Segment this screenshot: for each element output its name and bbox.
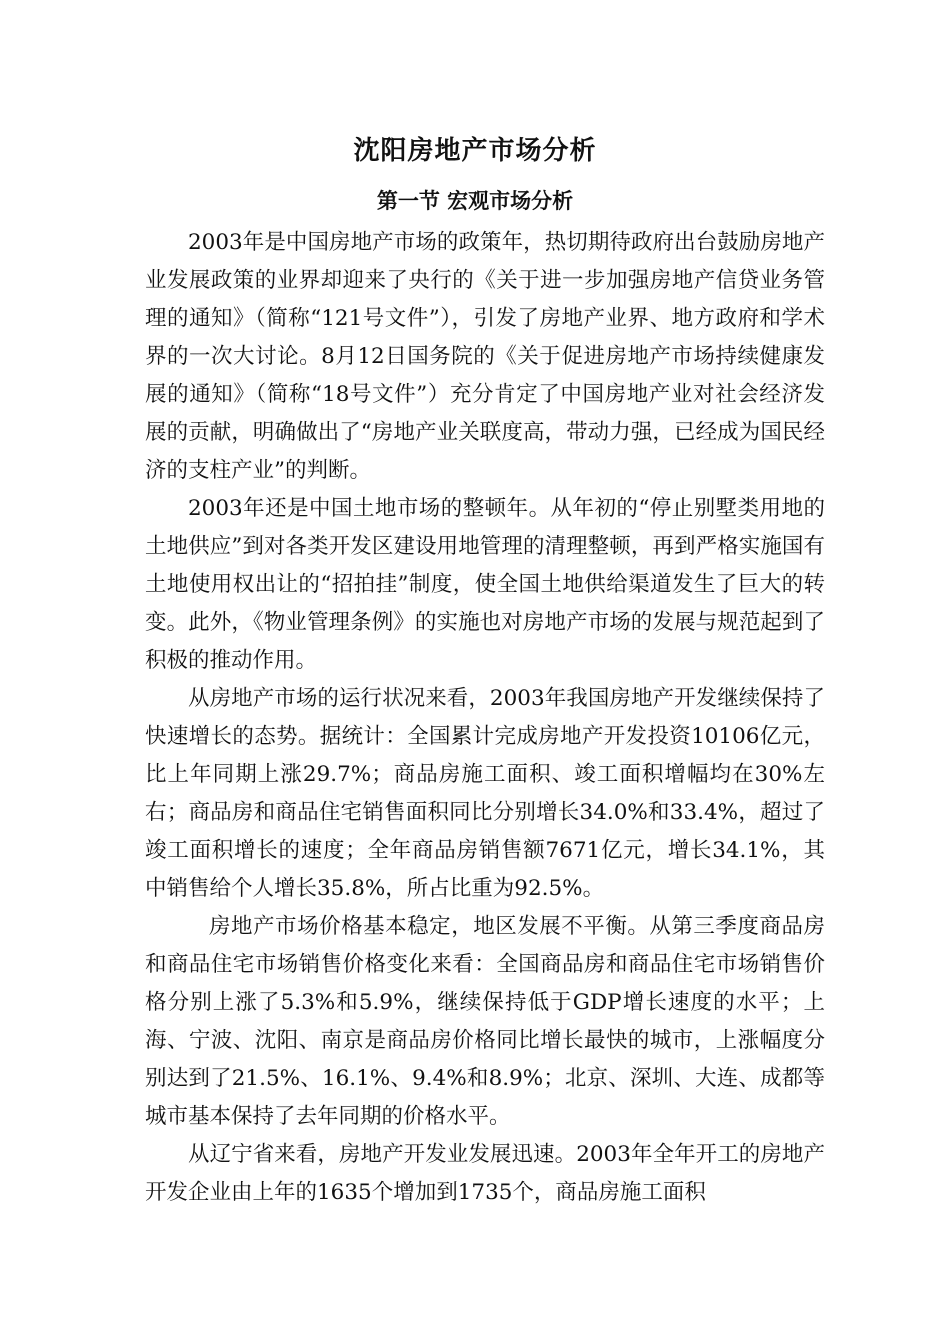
section-title: 第一节 宏观市场分析: [376, 188, 574, 213]
document-title: 沈阳房地产市场分析: [353, 136, 597, 166]
paragraph-liaoning: 从辽宁省来看，房地产开发业发展迅速。2003年全年开工的房地产开发企业由上年的1635个增加到1735个，商品房施工面积: [145, 1142, 825, 1205]
body-text: [145, 224, 825, 1212]
paragraph-policy-year: 2003年是中国房地产市场的政策年，热切期待政府出台鼓励房地产业发展政策的业界却迎来了央行的《关于进一步加强房地产信贷业务管理的通知》（简称“121号文件”），引发了房地产业界、地方政府和学术界的一次大讨论。8月12日国务院的《关于促进房地产市场持续健康发展的通知》（简称“18号文件”）充分肯定了中国房地产业对社会经济发展的贡献，明确做出了“房地产业关联度高，带动力强，已经成为国民经济的支柱产业”的判断。: [145, 230, 825, 483]
paragraph-market-operation: 从房地产市场的运行状况来看，2003年我国房地产开发继续保持了快速增长的态势。据统计：全国累计完成房地产开发投资10106亿元，比上年同期上涨29.7%；商品房施工面积、竣工面积增幅均在30%左右；商品房和商品住宅销售面积同比分别增长34.0%和33.4%，超过了竣工面积增长的速度；全年商品房销售额7671亿元，增长34.1%，其中销售给个人增长35.8%，所占比重为92.5%。: [145, 686, 825, 901]
paragraph-price-stability: 房地产市场价格基本稳定，地区发展不平衡。从第三季度商品房和商品住宅市场销售价格变化来看：全国商品房和商品住宅市场销售价格分别上涨了5.3%和5.9%，继续保持低于GDP增长速度的水平；上海、宁波、沈阳、南京是商品房价格同比增长最快的城市，上涨幅度分别达到了21.5%、16.1%、9.4%和8.9%；北京、深圳、大连、成都等城市基本保持了去年同期的价格水平。: [145, 914, 825, 1129]
paragraph-land-market: 2003年还是中国土地市场的整顿年。从年初的“停止别墅类用地的土地供应”到对各类开发区建设用地管理的清理整顿，再到严格实施国有土地使用权出让的“招拍挂”制度，使全国土地供给渠道发生了巨大的转变。此外，《物业管理条例》的实施也对房地产市场的发展与规范起到了积极的推动作用。: [145, 496, 825, 673]
